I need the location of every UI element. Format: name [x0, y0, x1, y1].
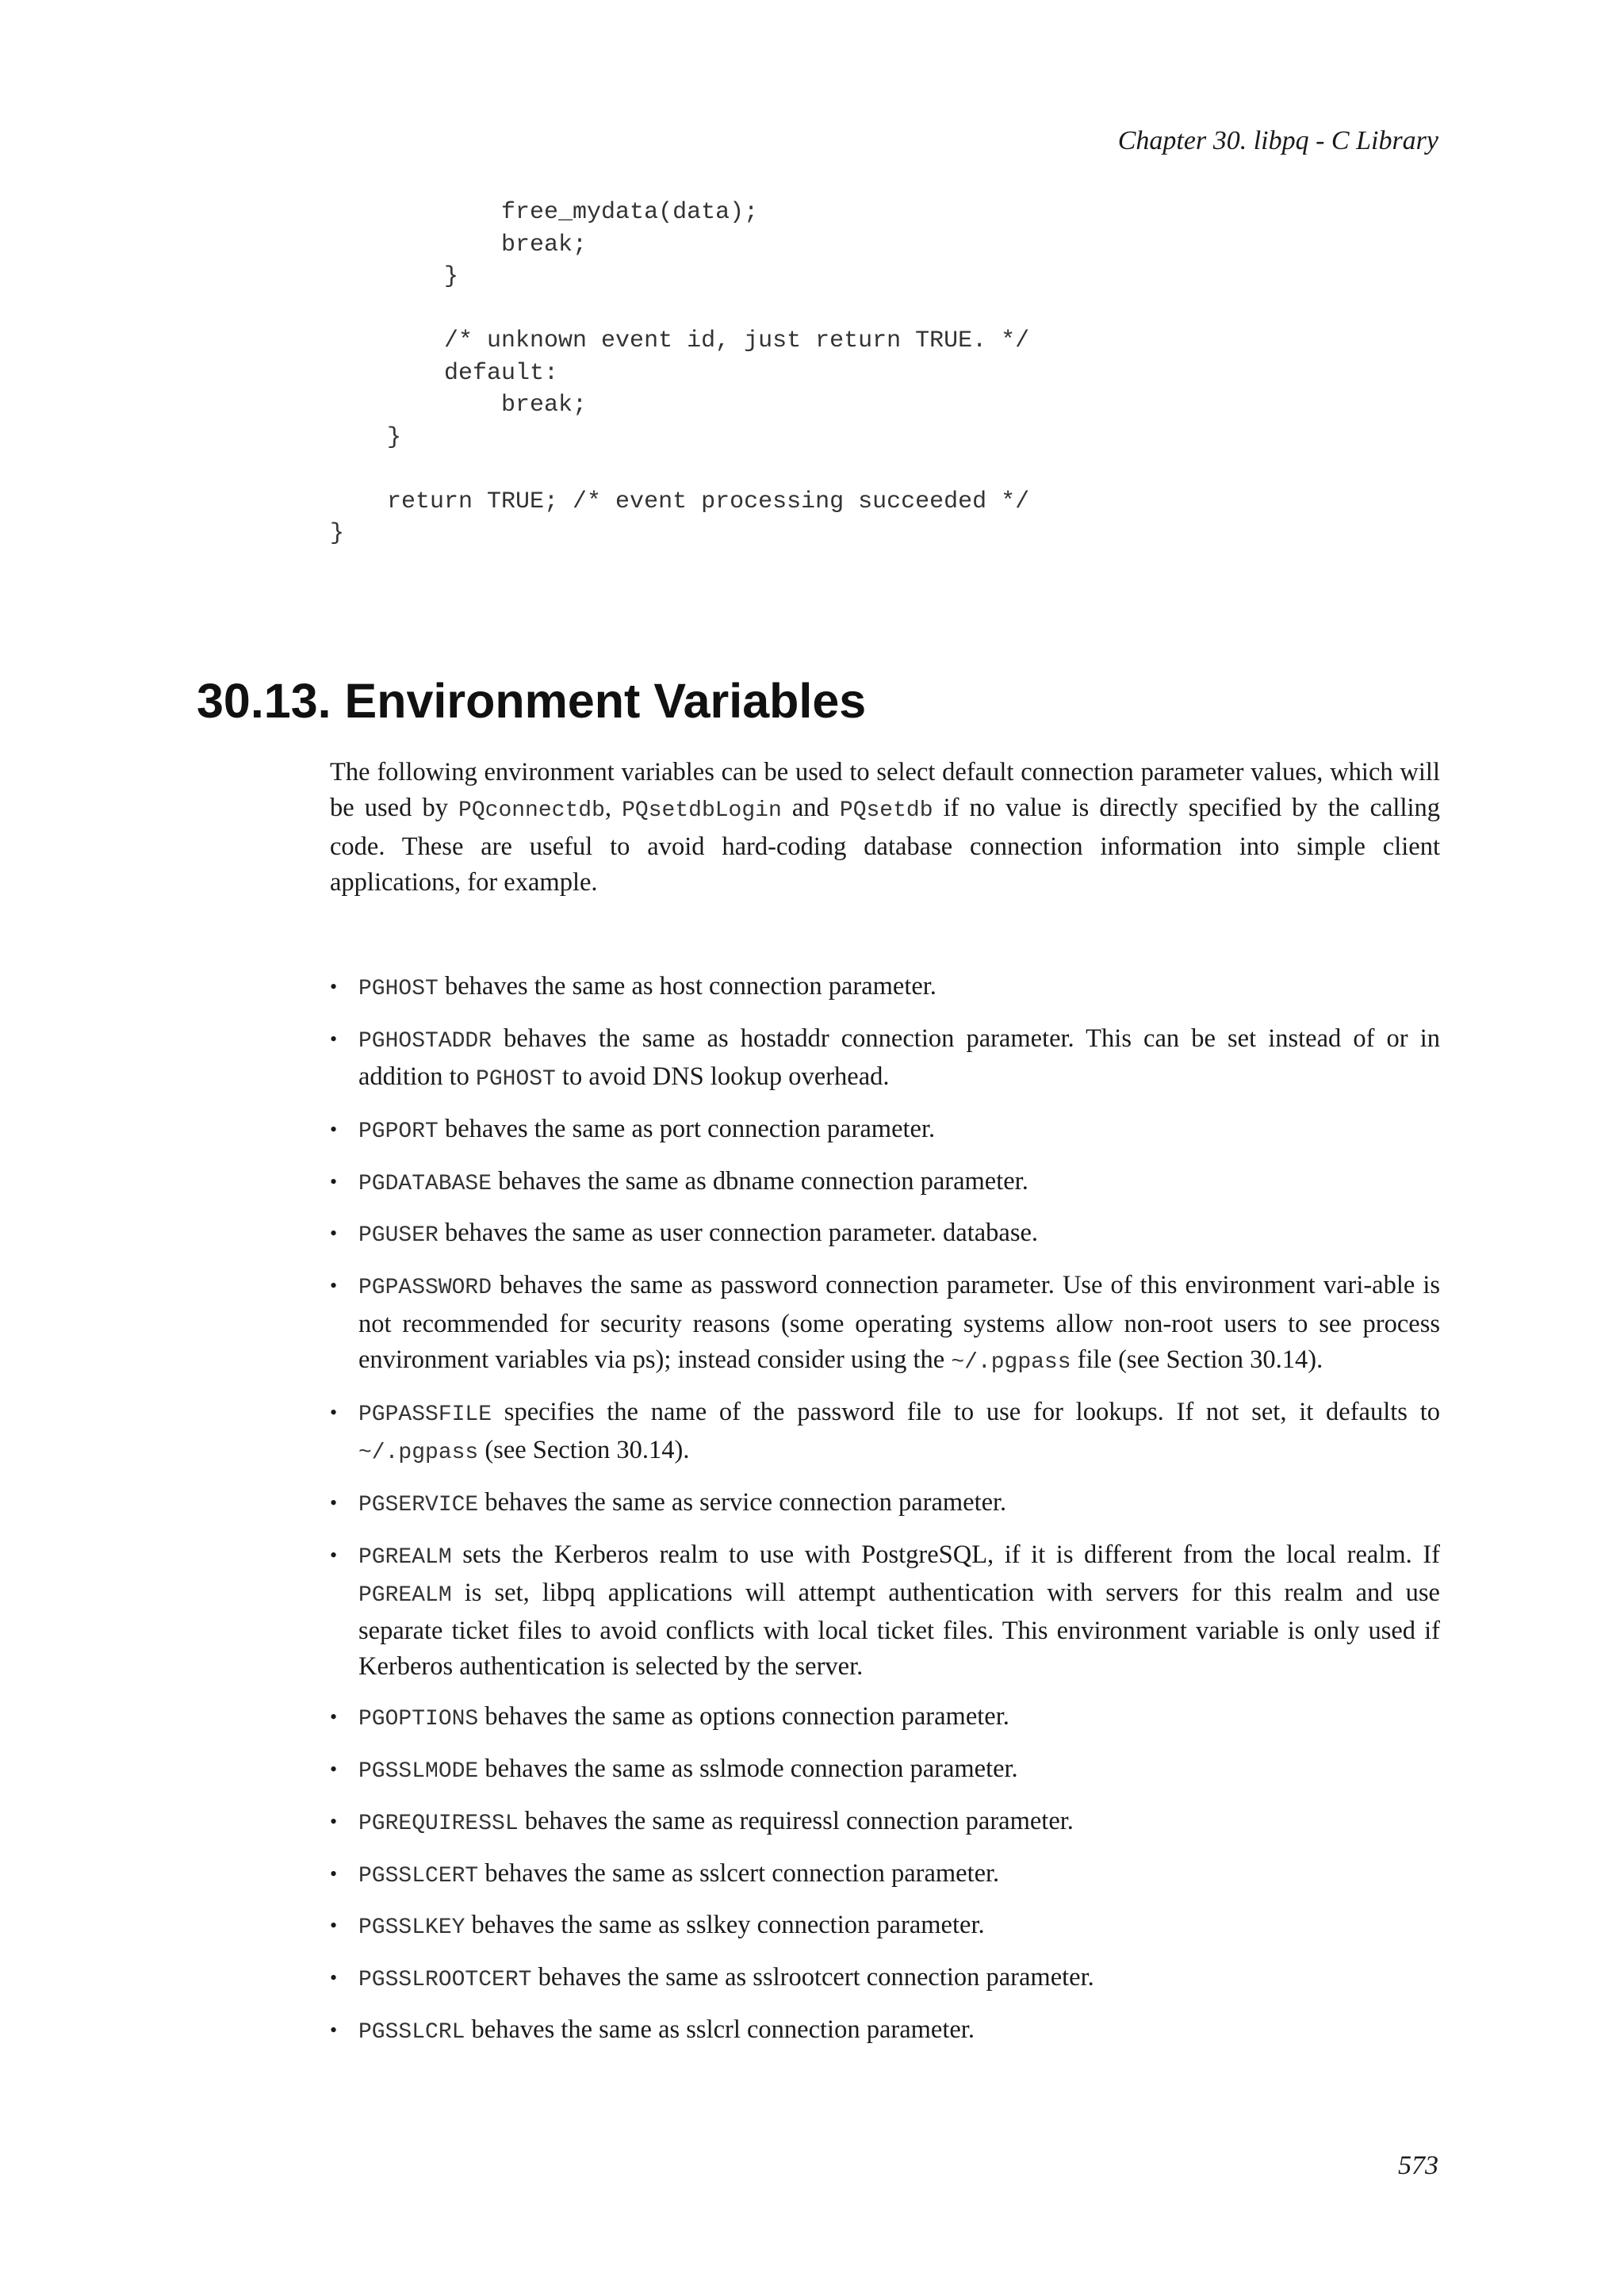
page-number: 573: [1398, 2151, 1438, 2180]
env-var-name: PGSSLROOTCERT: [358, 1968, 532, 1993]
inline-code: ~/.pgpass: [951, 1349, 1071, 1375]
bullet-icon: •: [330, 1169, 338, 1193]
function-name: PQconnectdb: [458, 798, 605, 824]
env-var-item: [330, 1268, 1440, 1380]
bullet-icon: •: [330, 1274, 338, 1298]
intro-text: The following environment variables can be used to select default connection parameter values, which will be used by: [330, 758, 1440, 823]
env-var-item: [330, 1215, 1440, 1253]
env-var-description: behaves the same as hostaddr connection parameter. This can be set instead of or in addition to: [358, 1024, 1440, 1092]
bullet-icon: •: [330, 1705, 338, 1729]
env-var-description: behaves the same as options connection parameter.: [478, 1702, 1009, 1732]
section-title: 30.13. Environment Variables: [197, 674, 867, 728]
env-var-item: [330, 1537, 1440, 1686]
env-var-item: [330, 1021, 1440, 1098]
intro-separator: and: [781, 794, 840, 823]
bullet-icon: •: [330, 2019, 338, 2042]
bullet-icon: •: [330, 1966, 338, 1990]
env-var-description: behaves the same as sslkey connection parameter.: [465, 1911, 985, 1940]
env-var-item: [330, 1908, 1440, 1946]
env-var-description: behaves the same as password connection parameter. Use of this environment vari-able is not recommended for security reasons (some operating systems allow non-root users to see process environment variables via ps); instead consider using the: [358, 1271, 1440, 1374]
bullet-icon: •: [330, 1758, 338, 1781]
env-var-item: [330, 1751, 1440, 1789]
intro-text: if no value is directly specified by the calling code. These are useful to avoid hard-coding database connection information into simple client applications, for example.: [330, 794, 1441, 897]
env-var-item: [330, 1960, 1440, 1998]
env-var-name: PGPORT: [358, 1119, 439, 1144]
env-var-description: behaves the same as port connection parameter.: [438, 1114, 936, 1143]
env-var-name: PGSSLMODE: [358, 1759, 479, 1785]
env-var-item: [330, 1485, 1440, 1523]
inline-code: PGHOST: [476, 1067, 556, 1093]
env-var-item: [330, 1395, 1440, 1471]
env-var-description: behaves the same as requiressl connection parameter.: [518, 1806, 1074, 1835]
bullet-icon: •: [330, 1400, 338, 1424]
code-listing: free_mydata(data); break; } /* unknown event id, just return TRUE. */ default: break; } return TRUE; /* event processing succeeded */ }: [330, 199, 1030, 547]
env-var-name: PGPASSWORD: [358, 1276, 492, 1301]
function-name: PQsetdbLogin: [622, 798, 782, 824]
intro-paragraph: [330, 755, 1440, 901]
env-var-description: file (see Section 30.14).: [1071, 1345, 1323, 1374]
env-var-name: PGPASSFILE: [358, 1402, 492, 1427]
env-var-name: PGHOST: [358, 977, 439, 1001]
env-var-description: sets the Kerberos realm to use with PostgreSQL, if it is different from the local realm. If: [451, 1540, 1440, 1569]
bullet-icon: •: [330, 1543, 338, 1567]
env-var-description: is set, libpq applications will attempt authentication with servers for this realm and use separate ticket files to avoid conflicts with local ticket files. This environment variable is only used if Kerberos authentication is selected by the server.: [358, 1578, 1440, 1682]
bullet-icon: •: [330, 1809, 338, 1833]
env-var-list: [330, 969, 1440, 2064]
env-var-description: behaves the same as sslcert connection parameter.: [478, 1858, 1000, 1888]
bullet-icon: •: [330, 1862, 338, 1885]
bullet-icon: •: [330, 1027, 338, 1050]
bullet-icon: •: [330, 1222, 338, 1246]
env-var-description: behaves the same as host connection parameter.: [438, 972, 936, 1001]
env-var-name: PGSSLCERT: [358, 1863, 479, 1888]
env-var-description: behaves the same as dbname connection parameter.: [492, 1166, 1028, 1196]
bullet-icon: •: [330, 1117, 338, 1141]
env-var-item: [330, 1112, 1440, 1150]
env-var-description: behaves the same as sslcrl connection parameter.: [465, 2015, 975, 2045]
env-var-description: behaves the same as user connection parameter. database.: [438, 1219, 1039, 1248]
env-var-name: PGREALM: [358, 1544, 452, 1570]
bullet-icon: •: [330, 1914, 338, 1938]
function-name: PQsetdb: [839, 798, 933, 824]
bullet-icon: •: [330, 1490, 338, 1514]
env-var-name: PGSERVICE: [358, 1492, 479, 1517]
env-var-item: [330, 1804, 1440, 1842]
env-var-description: to avoid DNS lookup overhead.: [555, 1062, 890, 1092]
env-var-description: (see Section 30.14).: [478, 1435, 690, 1464]
env-var-name: PGSSLKEY: [358, 1915, 465, 1941]
env-var-item: [330, 2012, 1440, 2050]
env-var-name: PGDATABASE: [358, 1171, 492, 1196]
env-var-item: [330, 969, 1440, 1007]
env-var-name: PGHOSTADDR: [358, 1028, 492, 1054]
inline-code: PGREALM: [358, 1582, 452, 1608]
env-var-description: behaves the same as service connection parameter.: [478, 1487, 1007, 1517]
inline-code: ~/.pgpass: [358, 1440, 479, 1465]
env-var-item: [330, 1699, 1440, 1737]
env-var-name: PGREQUIRESSL: [358, 1811, 519, 1836]
env-var-name: PGOPTIONS: [358, 1707, 479, 1732]
env-var-item: [330, 1164, 1440, 1202]
intro-separator: ,: [604, 794, 622, 823]
env-var-item: [330, 1856, 1440, 1894]
running-header: Chapter 30. libpq - C Library: [1117, 126, 1438, 155]
env-var-description: behaves the same as sslmode connection parameter.: [478, 1755, 1018, 1784]
env-var-name: PGUSER: [358, 1223, 439, 1249]
env-var-description: behaves the same as sslrootcert connection parameter.: [531, 1963, 1094, 1992]
env-var-name: PGSSLCRL: [358, 2020, 465, 2045]
env-var-description: specifies the name of the password file to use for lookups. If not set, it defaults to: [492, 1397, 1440, 1426]
bullet-icon: •: [330, 975, 338, 998]
